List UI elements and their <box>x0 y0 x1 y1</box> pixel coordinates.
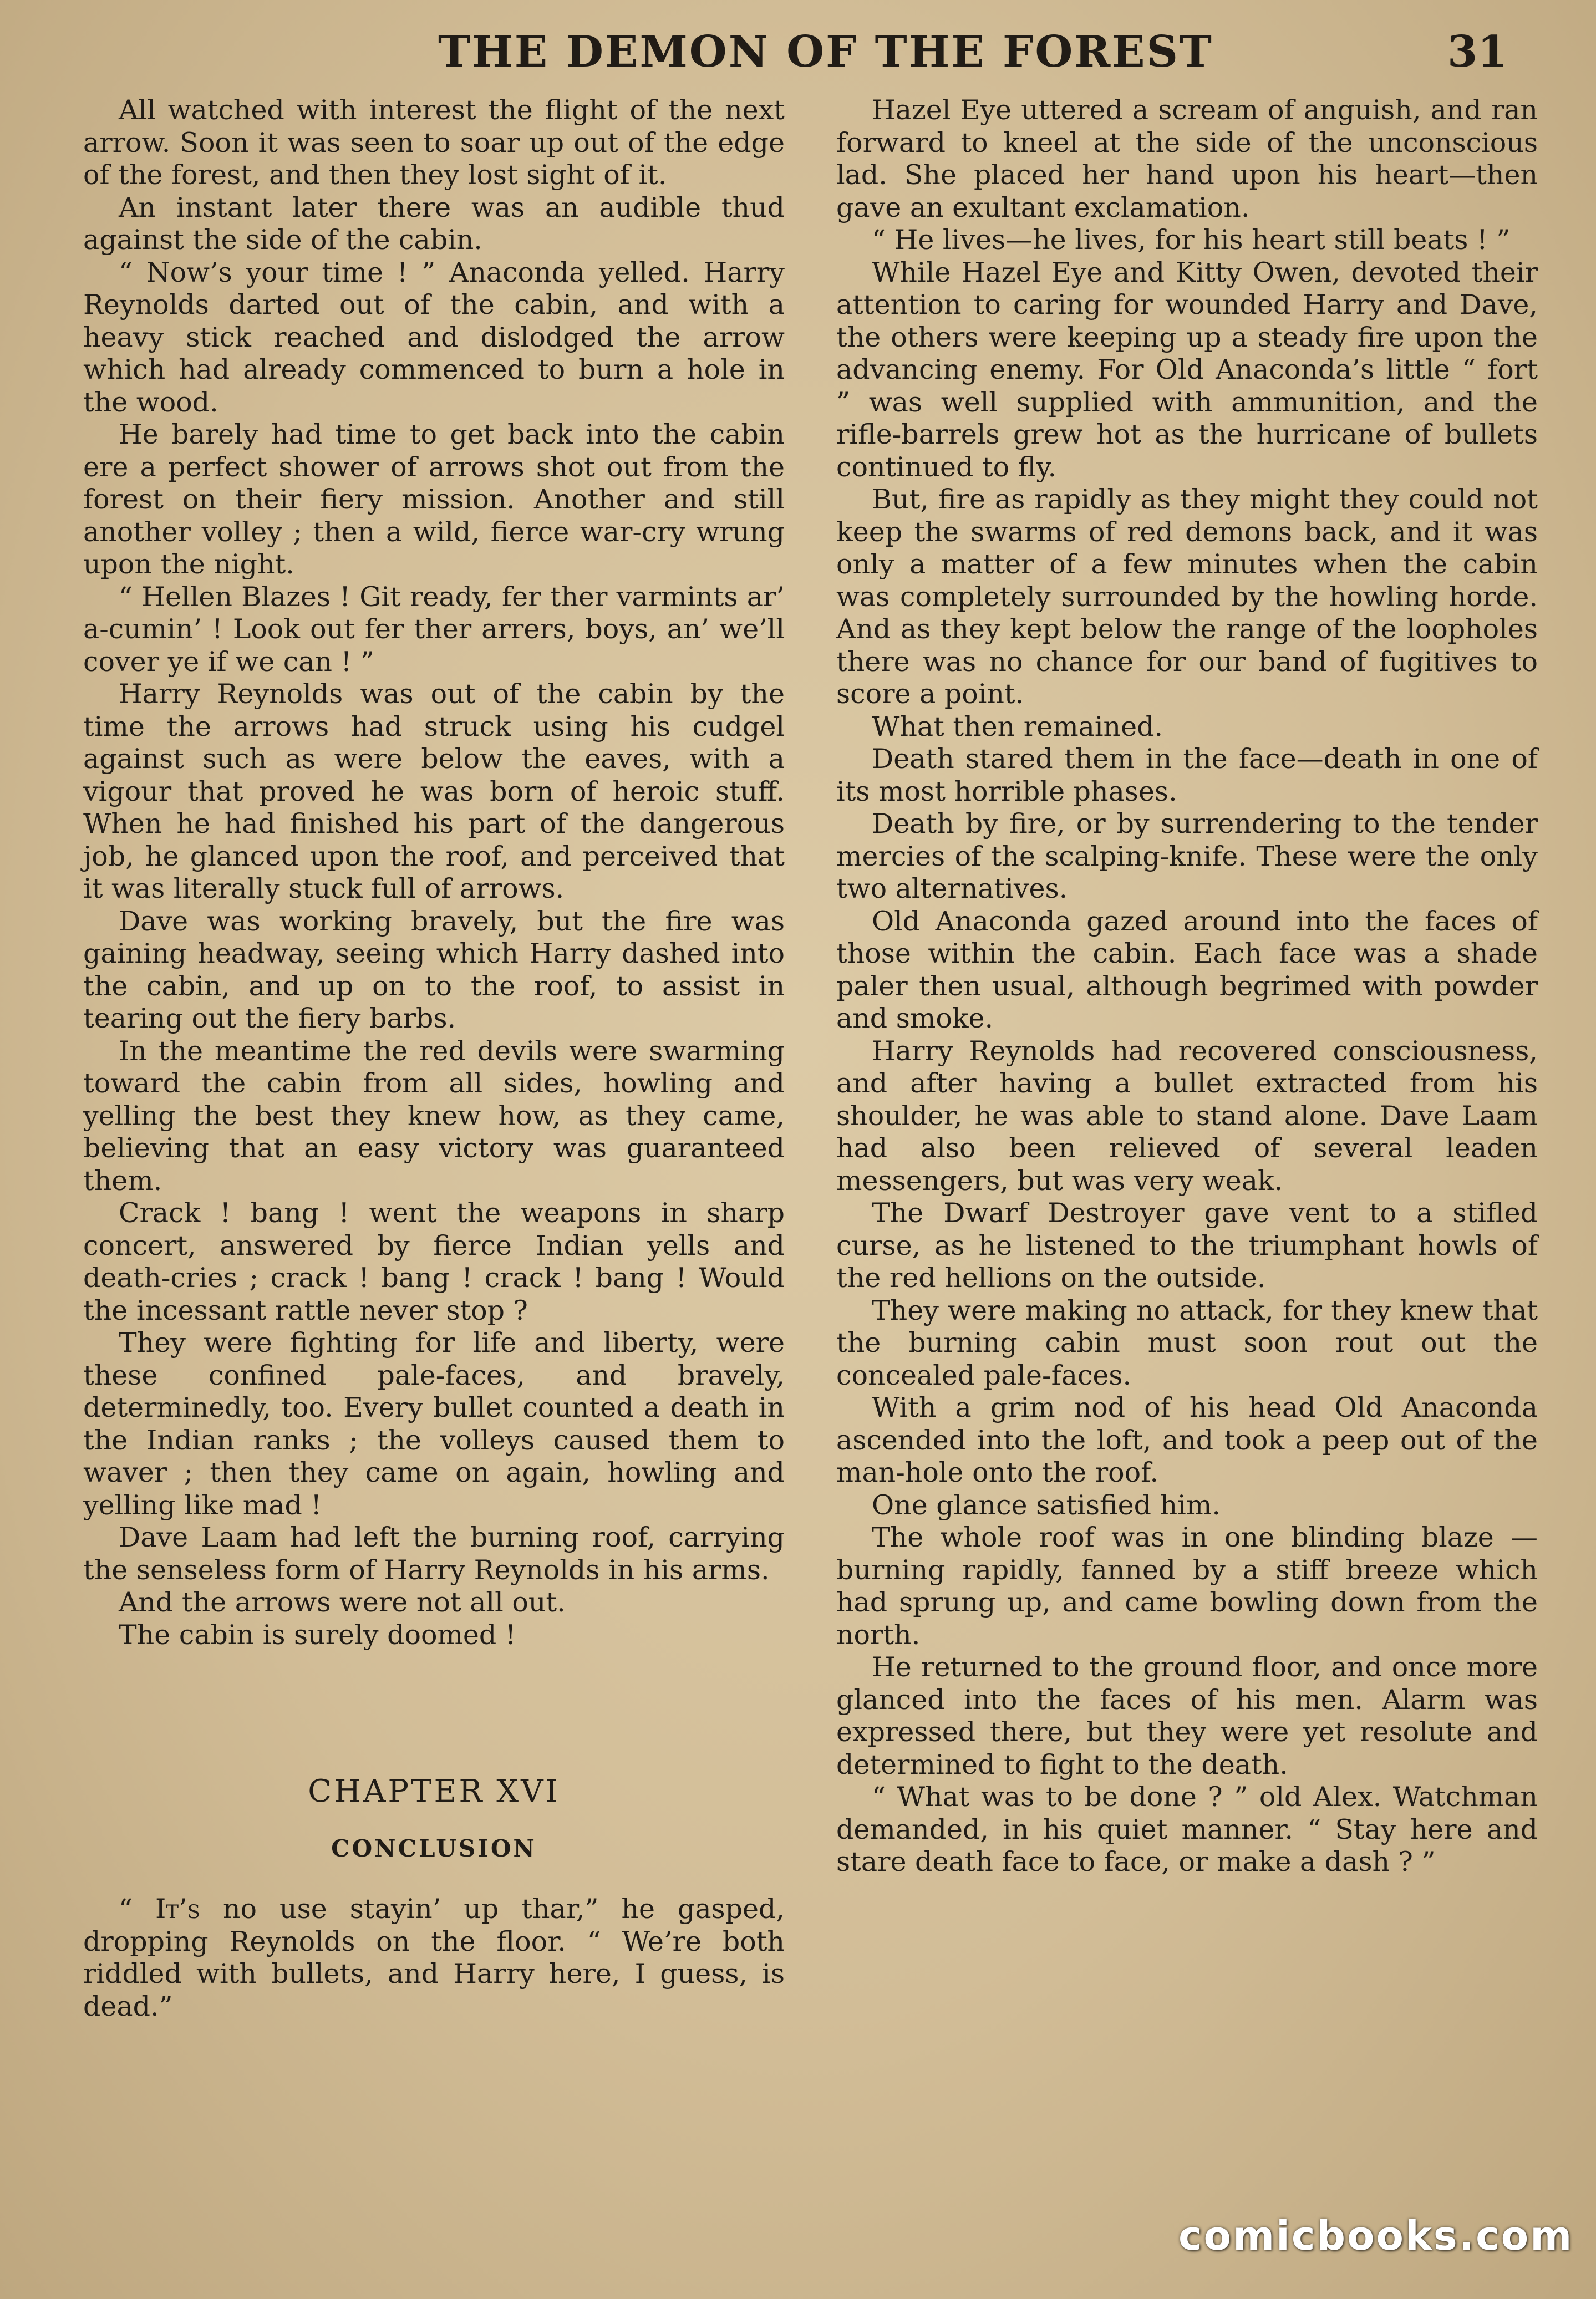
chapter-opening-text: no use stayin’ up thar,” he gasped, dropping Reynolds on the floor. “ We’re both riddled with bullets, and Harry here, I guess, is dead.” <box>83 1893 785 2022</box>
chapter-subtitle: CONCLUSION <box>331 1835 537 1862</box>
right-column <box>836 94 1538 1879</box>
paragraph: The cabin is surely doomed ! <box>119 1619 516 1651</box>
paragraph: They were fighting for life and liberty, were these confined pale-faces, and bravely, determinedly, too. Every bullet counted a death in the Indian ranks ; the volleys caused them to waver ; then they came on again, howling and yelling like mad ! <box>83 1327 785 1521</box>
running-title: THE DEMON OF THE FOREST <box>438 27 1213 77</box>
paragraph: The Dwarf Destroyer gave vent to a stifled curse, as he listened to the triumphant howls of the red hellions on the outside. <box>836 1197 1538 1294</box>
paragraph: “ What was to be done ? ” old Alex. Watchman demanded, in his quiet manner. “ Stay here and stare death face to face, or make a dash ? ” <box>836 1781 1538 1878</box>
paragraph: While Hazel Eye and Kitty Owen, devoted their attention to caring for wounded Harry and Dave, the others were keeping up a steady fire upon the advancing enemy. For Old Anaconda’s little “ fort ” was well supplied with ammunition, and the rifle-barrels grew hot as the hurricane of bullets continued to fly. <box>836 256 1538 483</box>
paragraph: In the meantime the red devils were swarming toward the cabin from all sides, howling and yelling the best they knew how, as they came, believing that an easy victory was guaranteed them. <box>83 1035 785 1197</box>
chapter-opening-paragraph <box>83 1893 785 2023</box>
paragraph: “ Now’s your time ! ” Anaconda yelled. Harry Reynolds darted out of the cabin, and with a heavy stick reached and dislodged the arrow which had already commenced to burn a hole in the wood. <box>83 256 785 418</box>
paragraph: One glance satisfied him. <box>872 1489 1221 1521</box>
paragraph: But, fire as rapidly as they might they could not keep the swarms of red demons back, and it was only a matter of a few minutes when the cabin was completely surrounded by the howling horde. And as they kept below the range of the loopholes there was no chance for our band of fugitives to score a point. <box>836 484 1538 710</box>
paragraph: Hazel Eye uttered a scream of anguish, and ran forward to kneel at the side of the unconscious lad. She placed her hand upon his heart—then gave an exultant exclamation. <box>836 94 1538 223</box>
paragraph: Old Anaconda gazed around into the faces of those within the cabin. Each face was a shade paler then usual, although begrimed with powder and smoke. <box>836 905 1538 1034</box>
paragraph: He returned to the ground floor, and once more glanced into the faces of his men. Alarm was expressed there, but they were yet resolute and determined to fight to the death. <box>836 1651 1538 1781</box>
paragraph: Dave Laam had left the burning roof, carrying the senseless form of Harry Reynolds in his arms. <box>83 1522 785 1586</box>
paragraph: The whole roof was in one blinding blaze —burning rapidly, fanned by a stiff breeze which had sprung up, and came bowling down from the north. <box>836 1522 1538 1651</box>
page-number: 31 <box>1447 27 1508 77</box>
paragraph: “ Hellen Blazes ! Git ready, fer ther varmints ar’ a-cumin’ ! Look out fer ther arrers, boys, an’ we’ll cover ye if we can ! ” <box>83 581 785 678</box>
paragraph: With a grim nod of his head Old Anaconda ascended into the loft, and took a peep out of the man-hole onto the roof. <box>836 1392 1538 1488</box>
paragraph: Death stared them in the face—death in one of its most horrible phases. <box>836 743 1538 807</box>
paragraph: He barely had time to get back into the cabin ere a perfect shower of arrows shot out from the forest on their fiery mission. Another and still another volley ; then a wild, fierce war-cry wrung upon the night. <box>83 419 785 580</box>
paragraph: Crack ! bang ! went the weapons in sharp concert, answered by fierce Indian yells and death-cries ; crack ! bang ! crack ! bang ! Would the incessant rattle never stop ? <box>83 1197 785 1326</box>
paragraph: Harry Reynolds was out of the cabin by the time the arrows had struck using his cudgel against such as were below the eaves, with a vigour that proved he was born of heroic stuff. When he had finished his part of the dangerous job, he glanced upon the roof, and perceived that it was literally stuck full of arrows. <box>83 678 785 904</box>
left-column <box>83 94 785 2023</box>
page-header <box>0 27 1596 88</box>
paragraph: All watched with interest the flight of the next arrow. Soon it was seen to soar up out of the edge of the forest, and then they lost sight of it. <box>83 94 785 191</box>
paragraph: An instant later there was an audible thud against the side of the cabin. <box>83 191 785 256</box>
paragraph: What then remained. <box>872 710 1163 742</box>
chapter-heading: CHAPTER XVI <box>308 1773 560 1809</box>
paragraph: Dave was working bravely, but the fire was gaining headway, seeing which Harry dashed into the cabin, and up on to the roof, to assist in tearing out the fiery barbs. <box>83 905 785 1034</box>
paragraph: Death by fire, or by surrendering to the tender mercies of the scalping-knife. These were the only two alternatives. <box>836 808 1538 904</box>
paragraph: Harry Reynolds had recovered consciousness, and after having a bullet extracted from his shoulder, he was able to stand alone. Dave Laam had also been relieved of several leaden messengers, but was very weak. <box>836 1035 1538 1197</box>
paragraph: “ He lives—he lives, for his heart still beats ! ” <box>872 224 1511 256</box>
site-watermark: comicbooks.com <box>1178 2212 1574 2259</box>
paragraph: They were making no attack, for they knew that the burning cabin must soon rout out the concealed pale-faces. <box>836 1294 1538 1391</box>
paragraph: And the arrows were not all out. <box>119 1586 566 1618</box>
chapter-opening-first-word: “ It’s <box>119 1893 200 1925</box>
